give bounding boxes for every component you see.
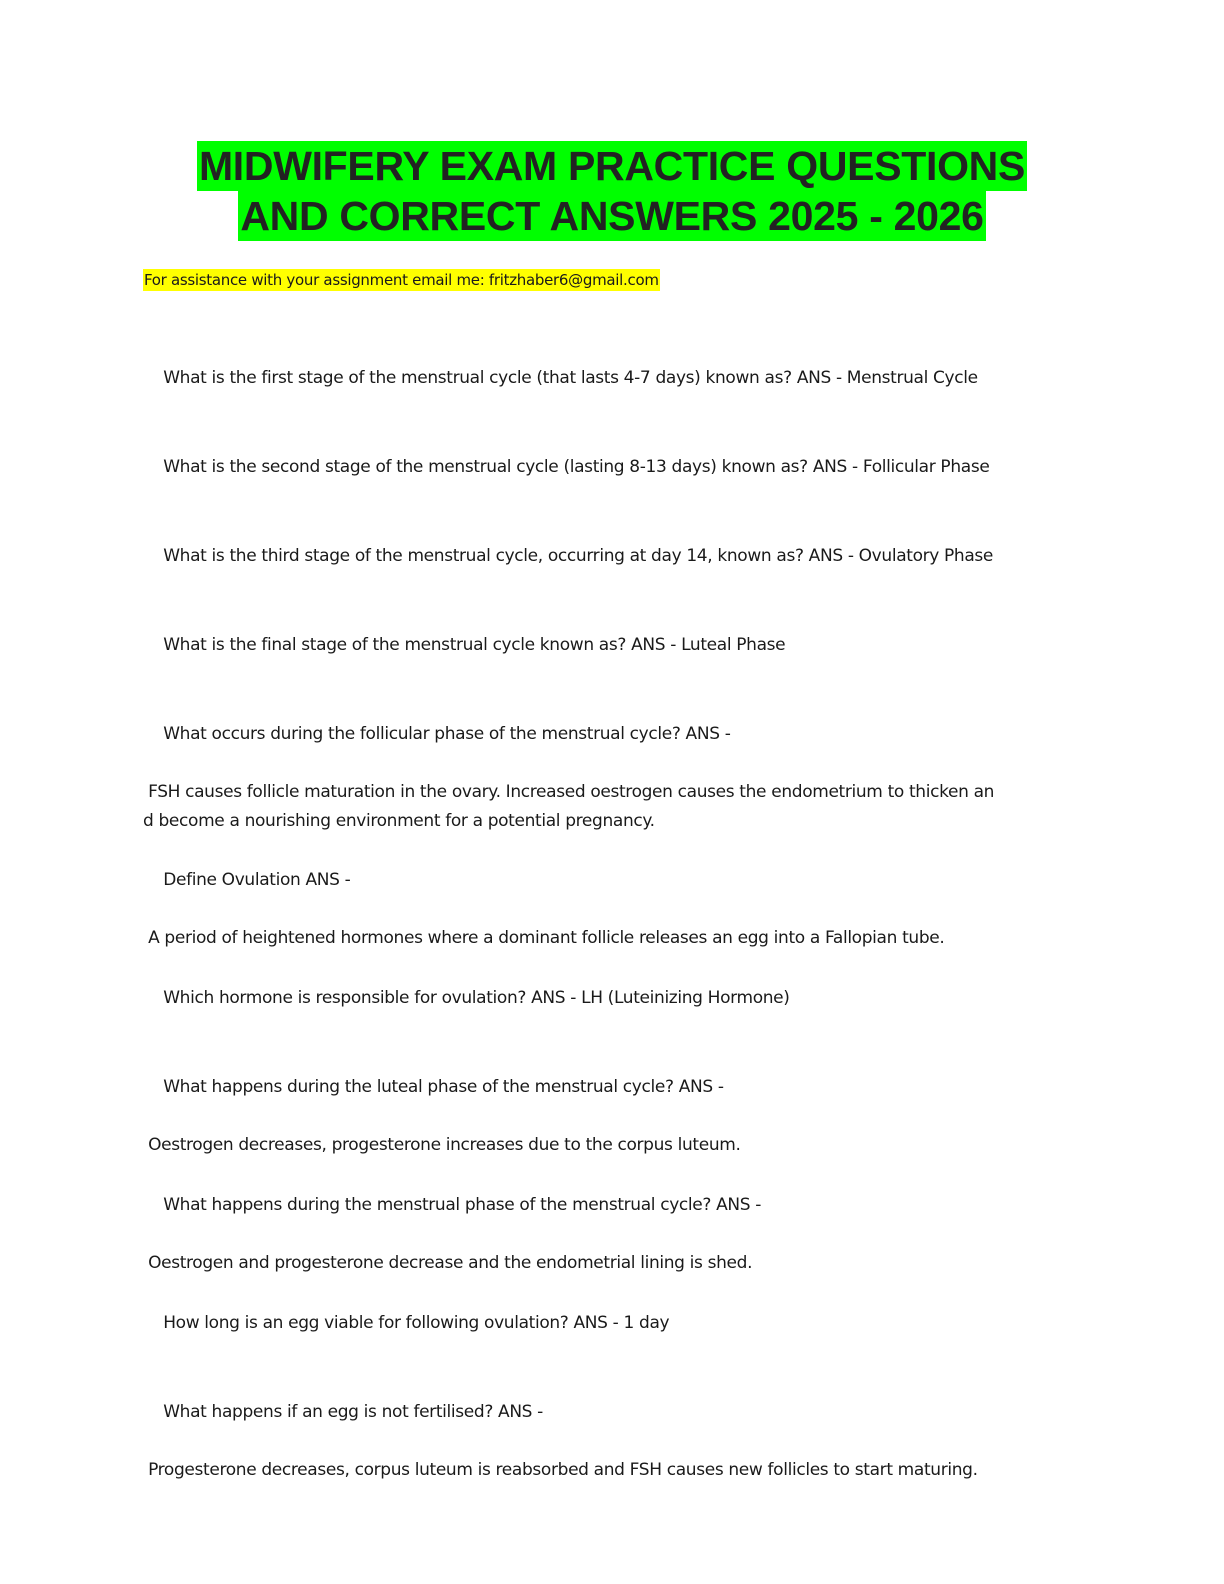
question-text: How long is an egg viable for following ovulation? ANS - 1 day <box>163 1313 670 1333</box>
qa-item-3 <box>143 513 1083 600</box>
question-text: Define Ovulation ANS - <box>163 870 351 890</box>
answer-text: Oestrogen and progesterone decrease and the endometrial lining is shed. <box>143 1253 753 1273</box>
qa-item-1 <box>143 335 1083 422</box>
question-text: What occurs during the follicular phase of the menstrual cycle? ANS - <box>163 724 731 744</box>
question-text: What is the first stage of the menstrual cycle (that lasts 4-7 days) known as? ANS - Menstrual Cycle <box>163 368 978 388</box>
qa-item-4 <box>143 602 1083 689</box>
answer-text: Oestrogen decreases, progesterone increases due to the corpus luteum. <box>143 1135 741 1155</box>
question-text: What happens during the luteal phase of the menstrual cycle? ANS - <box>163 1077 724 1097</box>
question-text: What is the final stage of the menstrual cycle known as? ANS - Luteal Phase <box>163 635 786 655</box>
title-line-1: MIDWIFERY EXAM PRACTICE QUESTIONS <box>198 143 1026 189</box>
question-text: Which hormone is responsible for ovulation? ANS - LH (Luteinizing Hormone) <box>163 988 790 1008</box>
qa-item-2 <box>143 424 1083 511</box>
contact-notice: For assistance with your assignment email me: fritzhaber6@gmail.com <box>144 271 659 289</box>
qa-item-10 <box>143 1280 1083 1367</box>
qa-item-11 <box>143 1369 1083 1543</box>
answer-text: A period of heightened hormones where a dominant follicle releases an egg into a Fallopian tube. <box>143 928 945 948</box>
question-text: What is the second stage of the menstrual cycle (lasting 8-13 days) known as? ANS - Follicular Phase <box>163 457 990 477</box>
question-text: What happens during the menstrual phase of the menstrual cycle? ANS - <box>163 1195 762 1215</box>
title-line-2: AND CORRECT ANSWERS 2025 - 2026 <box>240 193 984 239</box>
qa-item-7 <box>143 955 1083 1042</box>
answer-text: Progesterone decreases, corpus luteum is reabsorbed and FSH causes new follicles to start maturing. <box>143 1460 978 1480</box>
document-title <box>0 141 1224 241</box>
question-text: What happens if an egg is not fertilised? ANS - <box>163 1402 543 1422</box>
question-text: What is the third stage of the menstrual cycle, occurring at day 14, known as? ANS - Ovulatory Phase <box>163 546 994 566</box>
answer-text: FSH causes follicle maturation in the ovary. Increased oestrogen causes the endometrium to thicken an d become a nourishing environment for a potential pregnancy. <box>143 782 995 831</box>
